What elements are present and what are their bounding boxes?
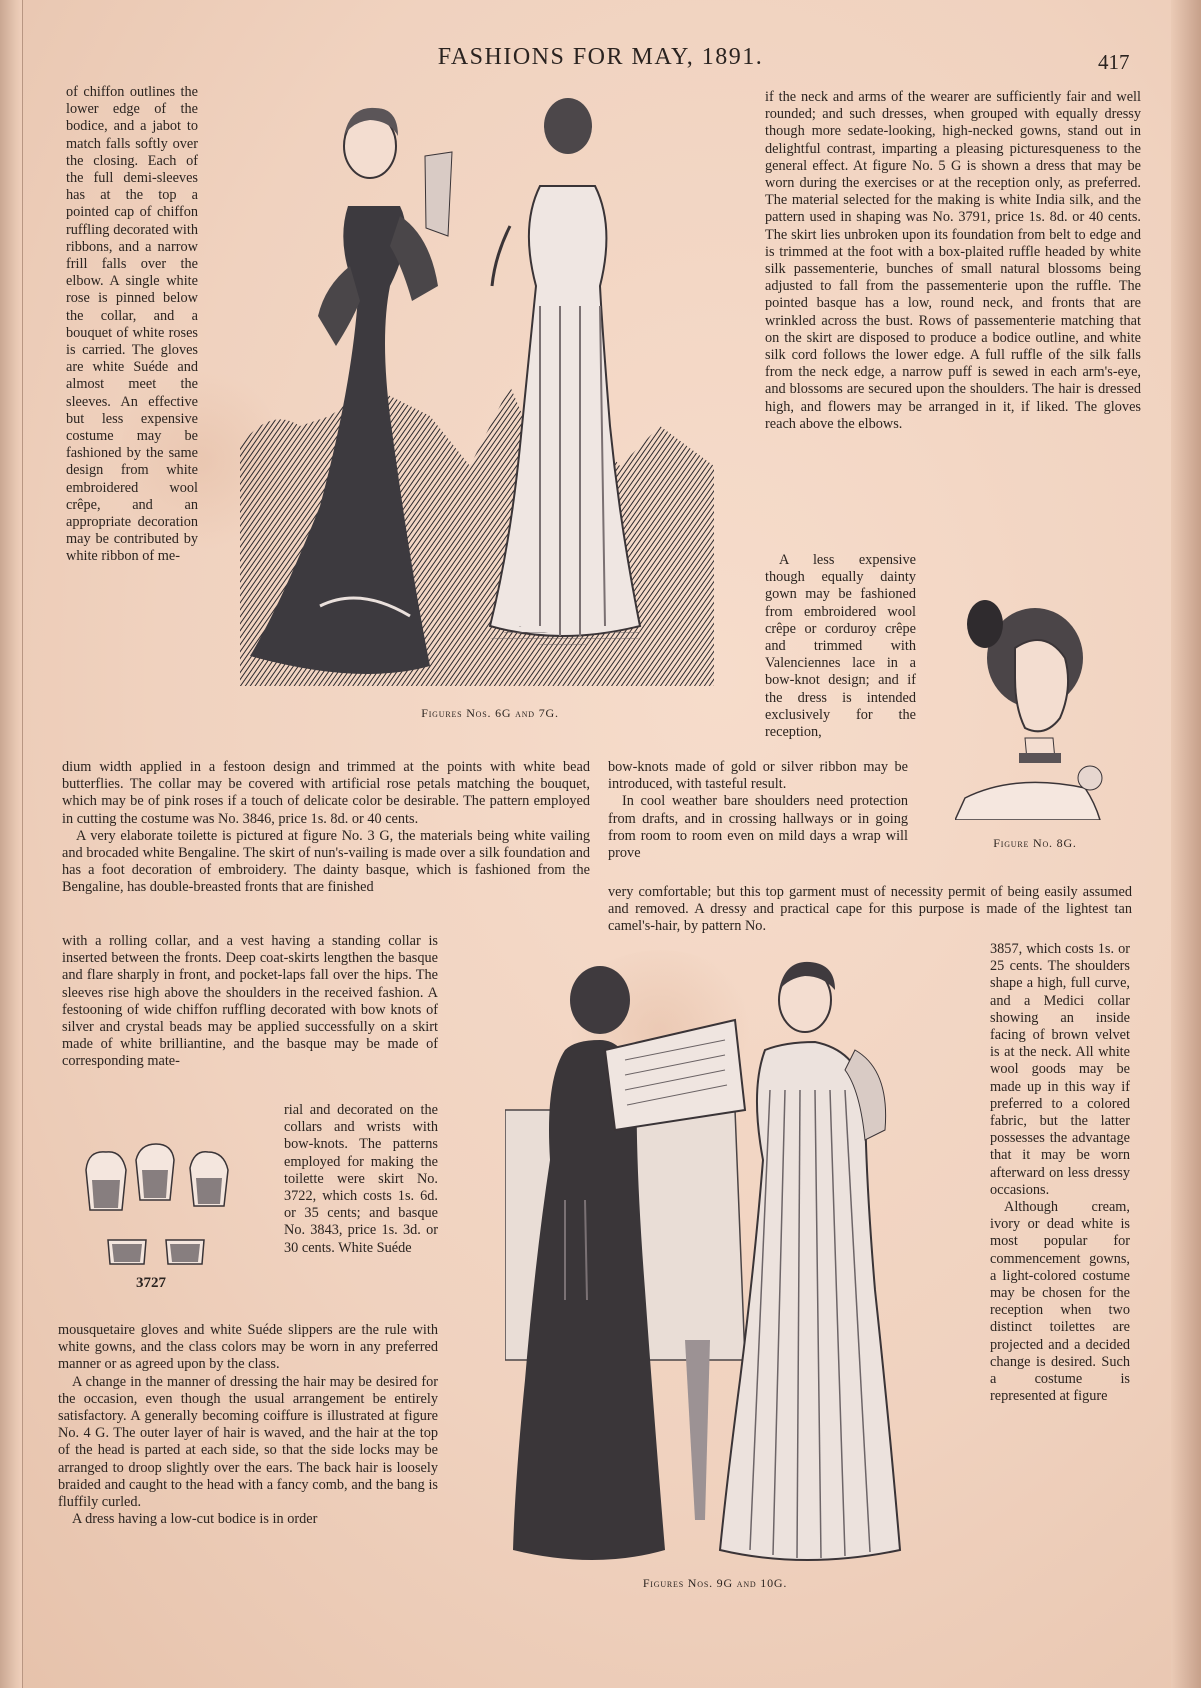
page-title: FASHIONS FOR MAY, 1891. <box>437 44 764 70</box>
text-right-top: if the neck and arms of the wearer are sufficiently fair and well rounded; and such dresses, when grouped with equally dressy though more sedate-looking, high-necked gowns, stand out in delightful contrast, imparting a pleasing picturesqueness to the general effect. At figure No. 5 G is shown a dress that may be worn during the exercises or at the reception only, as preferred. The material selected for the making is white India silk, and the pattern used in shaping was No. 3791, price 1s. 8d. or 40 cents. The skirt lies unbroken upon its foundation from belt to edge and is trimmed at the foot with a box-plaited ruffle headed by white silk passementerie, bunches of small natural blossoms being adjusted to fall from the passementerie upon the ruffle. The pointed basque has a low, round neck, and fronts that are wrinkled across the bust. Rows of passementerie matching that on the skirt are disposed to produce a bodice outline, and white silk cord follows the lower edge. A full ruffle of the silk falls from the neck edge, a narrow puff is sewed in each arm's-eye, and blossoms are secured upon the shoulders. The hair is dressed high, and flowers may be arranged in it, if liked. The gloves reach above the elbows. <box>765 89 1141 432</box>
illustration-figures-9g-10g <box>505 960 925 1572</box>
illustration-pattern-3727 <box>78 1140 238 1280</box>
caption-figures-6g-7g: Figures Nos. 6G and 7G. <box>421 706 559 720</box>
caption-figure-8g: Figure No. 8G. <box>993 836 1077 850</box>
text-left-small: rial and decorated on the collars and wrists with bow-knots. The patterns employed for making the toilette were skirt No. 3722, which costs 1s. 6d. or 35 cents; and basque No. 3843, price 1s. 3d. or 30 cents. White Suéde <box>284 1102 438 1256</box>
illustration-figures-6g-7g <box>240 86 714 698</box>
text-left-wide: dium width applied in a festoon design and trimmed at the points with white bead butterflies. The collar may be covered with artificial rose petals matching the bouquet, which may be of pink roses if a touch of delicate color be desirable. The pattern employed in cutting the costume was No. 3846, price 1s. 8d. or 40 cents. A very elaborate toilette is pictured at figure No. 3 G, the materials being white vailing and brocaded white Bengaline. The skirt of nun's-vailing is made over a silk foundation and has a foot decoration of embroidery. The dainty basque, which is fashioned from the Bengaline, has double-breasted fronts that are finished <box>62 759 590 896</box>
page-binding <box>0 0 23 1688</box>
page-edge <box>1171 0 1201 1688</box>
text-middle-narrow: A less expensive though equally dainty gown may be fashioned from embroidered wool crêpe or corduroy crêpe and trimmed with Valenciennes lace in a bow-knot design; and if the dress is intended exclusively for the reception, <box>765 552 916 741</box>
page-number: 417 <box>1098 50 1130 74</box>
text-middle-wide: bow-knots made of gold or silver ribbon may be introduced, with tasteful result. In cool weather bare shoulders need protection from drafts, and in crossing hallways or in going from room to room even on mild days a wrap will prove <box>608 759 908 862</box>
text-left-mid: with a rolling collar, and a vest having a standing collar is inserted between the fronts. Deep coat-skirts lengthen the basque and flare sharply in front, and pocket-laps fall over the hips. The sleeves rise high above the shoulders in the received fashion. A festooning of wide chiffon ruffling decorated with bow knots of silver and crystal beads may be applied successfully on a skirt made of white brilliantine, and the basque may be made of corresponding mate- <box>62 933 438 1070</box>
pattern-number-label: 3727 <box>136 1275 166 1291</box>
illustration-figure-8g <box>955 588 1113 820</box>
text-right-wide: very comfortable; but this top garment must of necessity permit of being easily assumed and removed. A dressy and practical cape for this purpose is made of the lightest tan camel's-hair, by pattern No. <box>608 884 1132 935</box>
caption-figures-9g-10g: Figures Nos. 9G and 10G. <box>642 1576 788 1590</box>
text-right-narrow: 3857, which costs 1s. or 25 cents. The shoulders shape a high, full curve, and a Medici collar showing an inside facing of brown velvet is at the neck. All white wool goods may be made up in this way if preferred to a colored fabric, but the latter possesses the advantage that it may be worn afterward on less dressy occasions. Although cream, ivory or dead white is most popular for commencement gowns, a light-colored costume may be chosen for the reception when two distinct toilettes are projected and a decided change is desired. Such a costume is represented at figure <box>990 941 1130 1405</box>
text-left-bottom: mousquetaire gloves and white Suéde slippers are the rule with white gowns, and the class colors may be worn in any preferred manner or as agreed upon by the class. A change in the manner of dressing the hair may be desired for the occasion, even though the usual arrangement be entirely satisfactory. A generally becoming coiffure is illustrated at figure No. 4 G. The outer layer of hair is waved, and the hair at the top of the head is parted at each side, so that the side locks may be arranged to droop slightly over the ears. The back hair is loosely braided and caught to the head with a fancy comb, and the bang is fluffily curled. A dress having a low-cut bodice is in order <box>58 1322 438 1528</box>
text-left-narrow: of chiffon outlines the lower edge of the bodice, and a jabot to match falls softly over the closing. Each of the full demi-sleeves has at the top a pointed cap of chiffon ruffling decorated with ribbons, and a narrow frill falls over the elbow. A single white rose is pinned below the collar, and a bouquet of white roses is carried. The gloves are white Suéde and almost meet the sleeves. An effective but less expensive costume may be fashioned by the same design from white embroidered wool crêpe, and an appropriate decoration may be contributed by white ribbon of me- <box>66 84 198 565</box>
